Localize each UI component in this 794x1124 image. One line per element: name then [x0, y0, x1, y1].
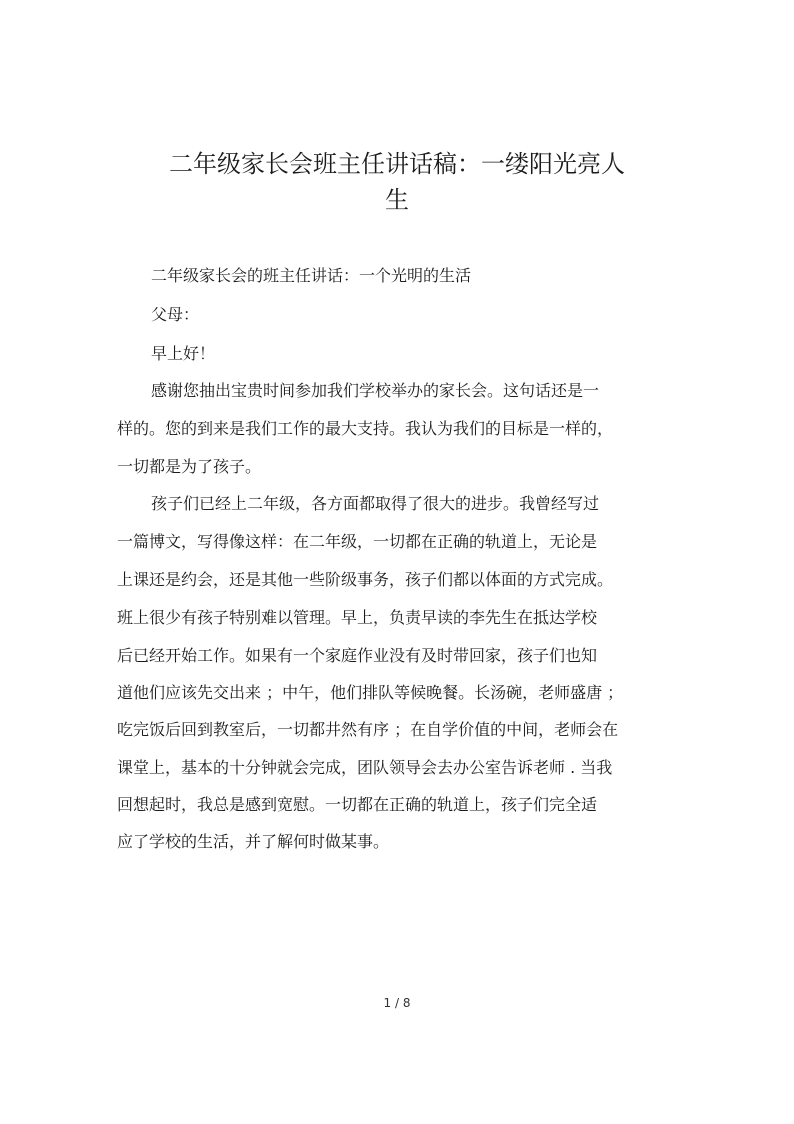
paragraph-line: 孩子们已经上二年级，各方面都取得了很大的进步。我曾经写过 — [151, 494, 600, 513]
greeting-line: 早上好！ — [151, 344, 216, 363]
subtitle-line: 二年级家长会的班主任讲话：一个光明的生活 — [151, 266, 472, 285]
paragraph-line: 吃完饭后回到教室后，一切都井然有序 ；在自学价值的中间，老师会在 — [117, 720, 619, 739]
paragraph-line: 样的。您的到来是我们工作的最大支持。我认为我们的目标是一样的， — [117, 419, 614, 438]
paragraph-line: 班上很少有孩子特别难以管理。早上，负责早读的李先生在抵达学校 — [117, 608, 598, 627]
title-line-2: 生 — [385, 186, 409, 214]
page-number: 1 / 8 — [383, 996, 411, 1010]
title-line-1: 二年级家长会班主任讲话稿：一缕阳光亮人 — [169, 150, 625, 178]
paragraph-line: 后已经开始工作。如果有一个家庭作业没有及时带回家，孩子们也知 — [117, 646, 598, 665]
paragraph-line: 课堂上，基本的十分钟就会完成，团队领导会去办公室告诉老师 . 当我 — [117, 758, 613, 777]
paragraph-line: 应了学校的生活，并了解何时做某事。 — [117, 832, 390, 851]
paragraph-line: 一篇博文，写得像这样：在二年级，一切都在正确的轨道上，无论是 — [117, 532, 598, 551]
paragraph-line: 上课还是约会，还是其他一些阶级事务，孩子们都以体面的方式完成。 — [117, 570, 614, 589]
document-title — [0, 146, 794, 218]
paragraph-line: 感谢您抽出宝贵时间参加我们学校举办的家长会。这句话还是一 — [151, 381, 600, 400]
paragraph-line: 一切都是为了孩子。 — [117, 457, 262, 476]
salutation-line: 父母： — [151, 305, 200, 324]
paragraph-line: 回想起时，我总是感到宽慰。一切都在正确的轨道上，孩子们完全适 — [117, 795, 598, 814]
paragraph-line: 道他们应该先交出来 ；中午，他们排队等候晚餐。长汤碗，老师盛唐 ； — [117, 683, 624, 702]
